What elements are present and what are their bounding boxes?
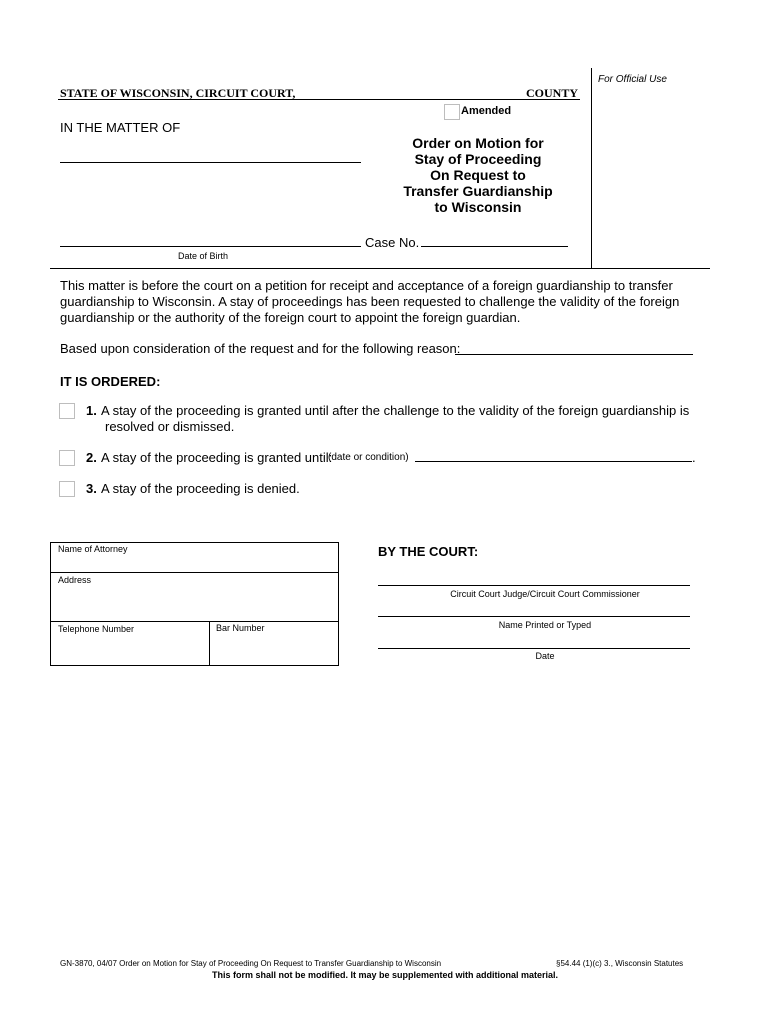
attorney-telephone-field[interactable]: Telephone Number — [58, 624, 135, 634]
judge-label: Circuit Court Judge/Circuit Court Commissioner — [450, 589, 640, 599]
attorney-bar-number-field[interactable]: Bar Number — [216, 623, 265, 633]
judge-signature-line[interactable] — [378, 585, 690, 586]
intro-line: This matter is before the court on a petition for receipt and acceptance of a foreign guardianship to transfer — [60, 278, 673, 293]
statute-reference: §54.44 (1)(c) 3., Wisconsin Statutes — [556, 959, 684, 968]
reason-line[interactable] — [455, 354, 693, 355]
attorney-box-divider — [51, 621, 338, 622]
printed-name-line[interactable] — [378, 616, 690, 617]
item1-checkbox[interactable] — [59, 403, 75, 419]
caption-rule — [50, 268, 710, 269]
item2-hint: (date or condition) — [328, 452, 409, 463]
case-no-line[interactable] — [421, 246, 568, 247]
title-line: Transfer Guardianship — [403, 183, 553, 199]
court-heading: STATE OF WISCONSIN, CIRCUIT COURT, — [60, 86, 296, 100]
attorney-box — [50, 542, 339, 666]
form-id: GN-3870, 04/07 Order on Motion for Stay of Proceeding On Request to Transfer Guardianship to Wisconsin — [60, 959, 442, 968]
printed-name-label: Name Printed or Typed — [498, 620, 592, 630]
intro-line: guardianship to Wisconsin. A stay of proceedings has been requested to challenge the validity of the foreign — [60, 294, 680, 309]
attorney-box-divider — [51, 572, 338, 573]
case-no-label: Case No. — [365, 235, 420, 250]
official-use-divider — [591, 68, 592, 268]
item2-line[interactable] — [415, 461, 692, 462]
title-line: Order on Motion for — [412, 135, 544, 151]
item2-checkbox[interactable] — [59, 450, 75, 466]
by-the-court: BY THE COURT: — [378, 544, 479, 559]
item3-number: 3. — [86, 481, 97, 496]
item3-text: A stay of the proceeding is denied. — [101, 481, 300, 496]
it-is-ordered: IT IS ORDERED: — [60, 374, 161, 389]
item2-text: A stay of the proceeding is granted until: — [101, 450, 333, 465]
attorney-address-field[interactable]: Address — [58, 575, 92, 585]
item3-checkbox[interactable] — [59, 481, 75, 497]
intro-paragraph — [60, 278, 679, 326]
date-line[interactable] — [378, 648, 690, 649]
title-line: On Request to — [430, 167, 526, 183]
item2-period: . — [692, 450, 696, 465]
matter-of-label: IN THE MATTER OF — [60, 120, 181, 135]
amended-label: Amended — [461, 105, 512, 117]
item1-text-cont: resolved or dismissed. — [105, 419, 235, 434]
modification-notice: This form shall not be modified. It may be supplemented with additional material. — [211, 970, 559, 980]
reason-label: Based upon consideration of the request and for the following reason: — [60, 341, 461, 356]
court-heading-rule — [58, 99, 580, 100]
date-label: Date — [535, 651, 555, 661]
attorney-box-divider — [209, 621, 210, 665]
title-line: Stay of Proceeding — [414, 151, 542, 167]
attorney-name-field[interactable]: Name of Attorney — [58, 544, 128, 554]
county-label: COUNTY — [526, 86, 579, 100]
dob-label: Date of Birth — [178, 251, 229, 261]
intro-line: guardianship or the authority of the foreign court to appoint the foreign guardian. — [60, 310, 521, 325]
title-line: to Wisconsin — [434, 199, 522, 215]
document-title — [378, 135, 578, 215]
matter-name-line[interactable] — [60, 162, 361, 163]
dob-line[interactable] — [60, 246, 361, 247]
amended-checkbox[interactable] — [444, 104, 460, 120]
item2-number: 2. — [86, 450, 97, 465]
item1-text: A stay of the proceeding is granted until after the challenge to the validity of the foreign guardianship is — [101, 403, 690, 418]
item1-number: 1. — [86, 403, 97, 418]
official-use-label: For Official Use — [598, 74, 667, 85]
